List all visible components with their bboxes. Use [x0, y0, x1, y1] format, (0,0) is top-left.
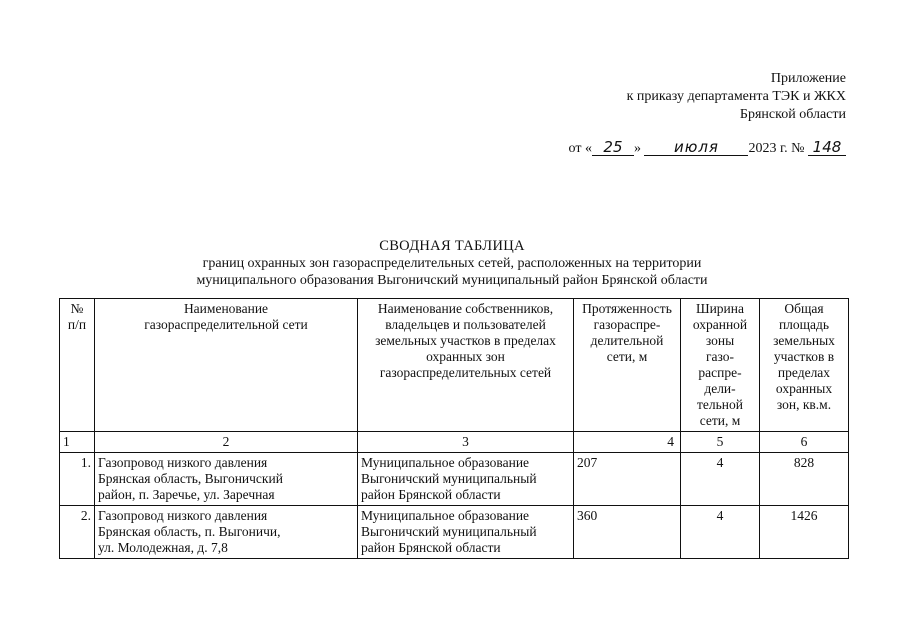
header-area: Общая площадь земельных участков в пределах охранных зон, кв.м.	[760, 299, 849, 432]
order-number: 148	[808, 140, 846, 156]
row-length: 360	[574, 506, 681, 559]
row-owner: Муниципальное образование Выгоничский муниципальный район Брянской области	[358, 453, 574, 506]
row-network: Газопровод низкого давления Брянская область, Выгоничский район, п. Заречье, ул. Заречная	[95, 453, 358, 506]
appendix-line-1: Приложение	[770, 71, 846, 86]
header-network-name: Наименование газораспределительной сети	[95, 299, 358, 432]
header-length: Протяженность газораспре- делительной сети, м	[574, 299, 681, 432]
row-owner: Муниципальное образование Выгоничский муниципальный район Брянской области	[358, 506, 574, 559]
col-number-4: 4	[574, 432, 681, 453]
appendix-line-3: Брянской области	[739, 107, 846, 122]
row-network: Газопровод низкого давления Брянская область, п. Выгоничи, ул. Молодежная, д. 7,8	[95, 506, 358, 559]
order-quote-close: »	[633, 141, 641, 156]
column-number-row	[60, 432, 849, 453]
table-header-row	[60, 299, 849, 432]
title-line-3: муниципального образования Выгоничский муниципальный район Брянской области	[196, 273, 708, 288]
header-width: Ширина охранной зоны газо- распре- дели- тельной сети, м	[681, 299, 760, 432]
header-owners: Наименование собственников, владельцев и пользователей земельных участков в пределах охранных зон газораспределительных сетей	[358, 299, 574, 432]
appendix-heading	[627, 70, 846, 124]
header-index: № п/п	[60, 299, 95, 432]
title-main: СВОДНАЯ ТАБЛИЦА	[379, 238, 525, 254]
col-number-2: 2	[95, 432, 358, 453]
document-title	[0, 238, 904, 289]
order-day: 25	[592, 140, 634, 156]
row-area: 1426	[760, 506, 849, 559]
row-index: 1.	[60, 453, 95, 506]
col-number-3: 3	[358, 432, 574, 453]
col-number-5: 5	[681, 432, 760, 453]
table-row	[60, 506, 849, 559]
order-month: июля	[644, 140, 748, 156]
row-width: 4	[681, 506, 760, 559]
order-year: 2023 г. №	[748, 141, 805, 156]
row-length: 207	[574, 453, 681, 506]
col-number-6: 6	[760, 432, 849, 453]
order-date-line	[569, 140, 846, 157]
row-width: 4	[681, 453, 760, 506]
row-index: 2.	[60, 506, 95, 559]
summary-table	[59, 298, 849, 559]
col-number-1: 1	[60, 432, 95, 453]
appendix-line-2: к приказу департамента ТЭК и ЖКХ	[626, 89, 846, 104]
table-row	[60, 453, 849, 506]
title-line-2: границ охранных зон газораспределительных сетей, расположенных на территории	[202, 256, 702, 271]
row-area: 828	[760, 453, 849, 506]
order-prefix: от «	[568, 141, 592, 156]
